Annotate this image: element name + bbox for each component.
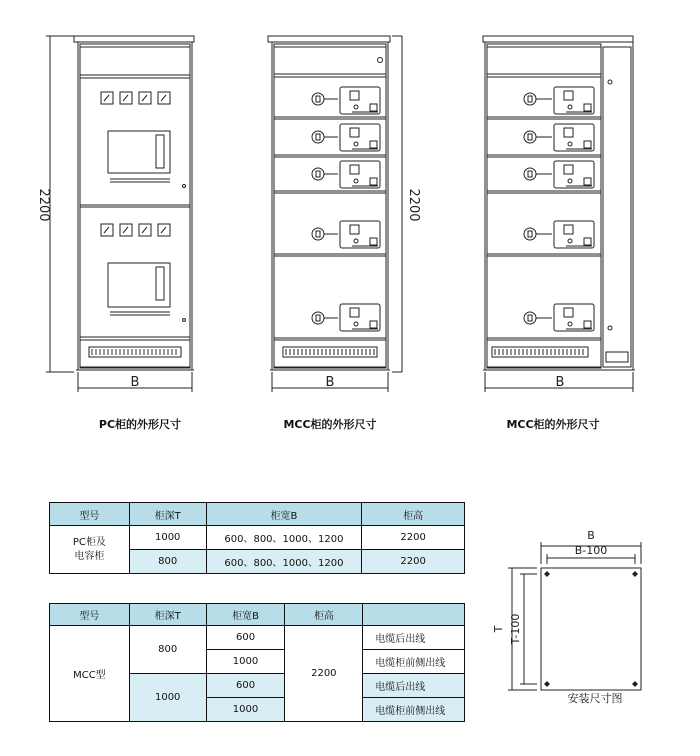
header-cell: 型号 xyxy=(50,503,130,526)
table-header xyxy=(50,503,465,526)
width-cell: 1000 xyxy=(206,698,285,722)
header-cell xyxy=(363,604,465,626)
mcc2-cabinet xyxy=(483,36,635,392)
note-cell: 电缆柜前侧出线 xyxy=(363,650,465,674)
mcc2-caption: MCC柜的外形尺寸 xyxy=(506,418,600,431)
pc-cabinet xyxy=(46,36,194,372)
header-cell: 柜宽B xyxy=(206,503,362,526)
depth-cell: 800 xyxy=(129,626,206,674)
header-cell: 柜深T xyxy=(129,604,206,626)
note-cell: 电缆柜前侧出线 xyxy=(363,698,465,722)
pc-caption: PC柜的外形尺寸 xyxy=(98,418,182,431)
header-cell: 柜高 xyxy=(362,503,465,526)
width-cell: 600、800、1000、1200 xyxy=(206,550,362,574)
width-cell: 600 xyxy=(206,626,285,650)
mcc-spec-table xyxy=(49,603,465,722)
depth-cell: 800 xyxy=(129,550,206,574)
mounting-holes xyxy=(544,571,638,687)
mcc1-caption: MCC柜的外形尺寸 xyxy=(283,418,377,431)
table-row xyxy=(50,526,465,550)
depth-cell: 1000 xyxy=(129,526,206,550)
pc-vent-slats xyxy=(92,349,176,355)
depth-cell: 1000 xyxy=(129,674,206,722)
height-cell: 2200 xyxy=(362,550,465,574)
table-header xyxy=(50,604,465,626)
model-cell: PC柜及 电容柜 xyxy=(50,526,130,574)
install-side-outer-label: T xyxy=(492,625,505,633)
install-top-outer-label: B xyxy=(587,529,595,542)
pc-height-label: 2200 xyxy=(36,188,51,222)
mcc1-width-label: B xyxy=(325,375,335,390)
mcc1-drawer-units xyxy=(312,87,380,331)
mcc2-drawer-units xyxy=(524,87,594,331)
header-cell: 柜深T xyxy=(129,503,206,526)
note-cell: 电缆后出线 xyxy=(363,626,465,650)
width-cell: 600、800、1000、1200 xyxy=(206,526,362,550)
width-cell: 1000 xyxy=(206,650,285,674)
mcc1-cabinet xyxy=(268,36,402,392)
table-row xyxy=(50,626,465,650)
mcc1-height-label: 2200 xyxy=(406,188,421,222)
height-cell: 2200 xyxy=(362,526,465,550)
pc-meter-icons-lower xyxy=(101,224,170,236)
install-outline xyxy=(541,568,641,690)
install-side-inner-label: T-100 xyxy=(509,613,522,645)
height-cell: 2200 xyxy=(285,626,363,722)
pc-meter-icons-upper xyxy=(101,92,170,104)
mcc2-width-label: B xyxy=(555,375,565,390)
width-cell: 600 xyxy=(206,674,285,698)
header-cell: 柜高 xyxy=(285,604,363,626)
install-top-inner-label: B-100 xyxy=(574,544,608,557)
note-cell: 电缆后出线 xyxy=(363,674,465,698)
header-cell: 柜宽B xyxy=(206,604,285,626)
pc-width-label: B xyxy=(130,375,140,390)
model-cell: MCC型 xyxy=(50,626,130,722)
header-cell: 型号 xyxy=(50,604,130,626)
install-caption: 安装尺寸图 xyxy=(567,692,623,705)
pc-spec-table xyxy=(49,502,465,574)
